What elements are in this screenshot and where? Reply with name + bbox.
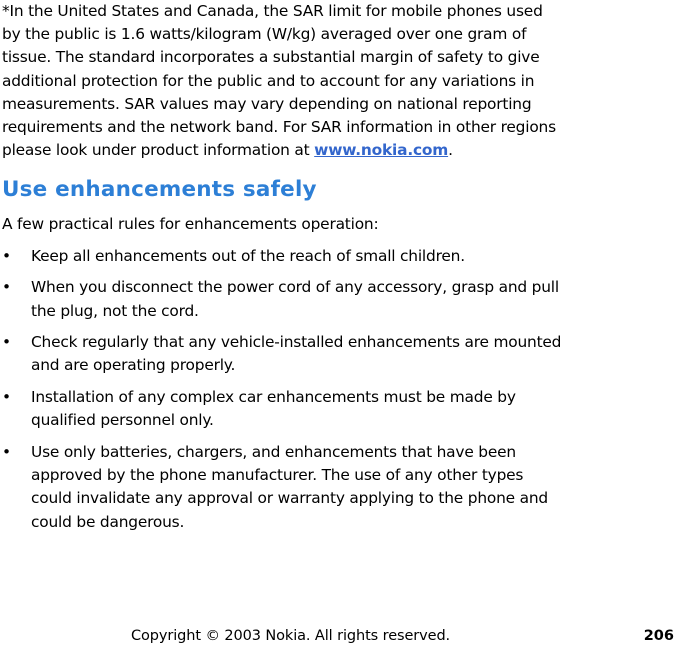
page-body xyxy=(2,0,562,542)
footer-copyright: Copyright © 2003 Nokia. All rights reserved. xyxy=(131,628,451,644)
nokia-website-link[interactable]: www.nokia.com xyxy=(314,141,449,160)
list-item-text: Keep all enhancements out of the reach of small children. xyxy=(31,246,465,265)
sar-footnote xyxy=(2,0,562,162)
list-item xyxy=(2,386,562,432)
bullet-icon: • xyxy=(2,246,11,265)
bullet-icon: • xyxy=(2,278,11,297)
list-item xyxy=(2,276,562,322)
bullet-icon: • xyxy=(2,388,11,407)
bullet-icon: • xyxy=(2,443,11,462)
list-item-text: When you disconnect the power cord of any accessory, grasp and pull the plug, not the cord. xyxy=(31,278,559,320)
list-item-text: Use only batteries, chargers, and enhancements that have been approved by the phone manufacturer. The use of any other types could invalidate any approval or warranty applying to the phone and could be dangerous. xyxy=(31,443,548,531)
list-item xyxy=(2,331,562,377)
footnote-period: . xyxy=(448,141,453,160)
footnote-text: *In the United States and Canada, the SAR limit for mobile phones used by the public is 1.6 watts/kilogram (W/kg) averaged over one gram of tissue. The standard incorporates a substantial margin of safety to give additional protection for the public and to account for any variations in measurements. SAR values may vary depending on national reporting requirements and the network band. For SAR information in other regions please look under product information at xyxy=(2,2,556,160)
section-heading: Use enhancements safely xyxy=(2,177,317,203)
list-item-text: Installation of any complex car enhancements must be made by qualified personnel only. xyxy=(31,388,516,430)
bullet-icon: • xyxy=(2,333,11,352)
page-number: 206 xyxy=(643,628,674,644)
list-item xyxy=(2,245,562,268)
list-item xyxy=(2,441,562,534)
section-intro: A few practical rules for enhancements operation: xyxy=(2,215,379,234)
enhancement-rules-list xyxy=(2,245,562,534)
list-item-text: Check regularly that any vehicle-installed enhancements are mounted and are operating properly. xyxy=(31,333,562,375)
